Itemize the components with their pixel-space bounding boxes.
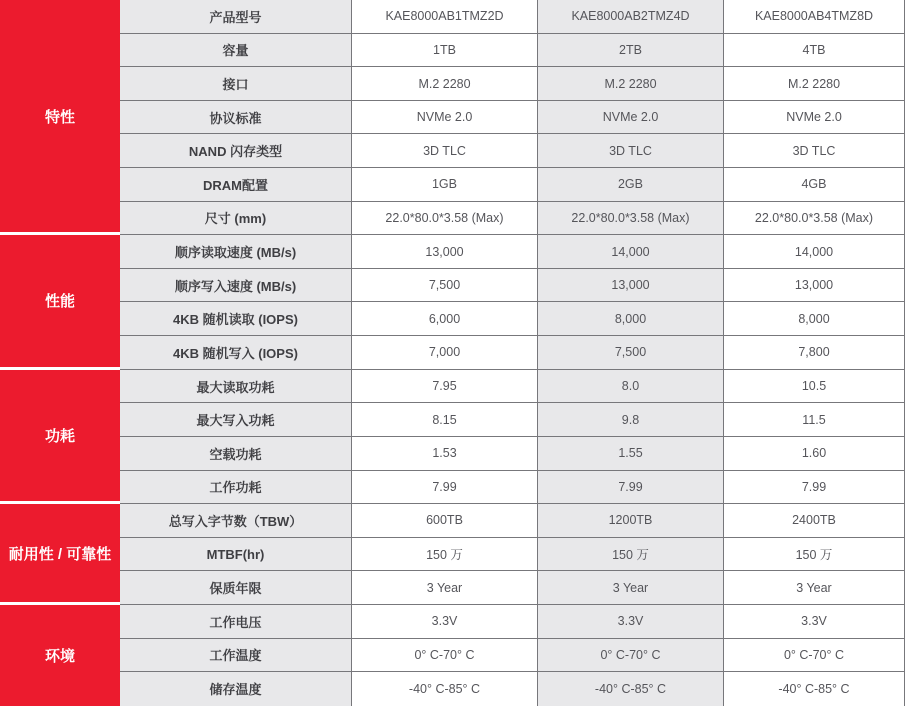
spec-value: 3 Year: [723, 571, 905, 605]
spec-value: 150 万: [537, 538, 723, 572]
spec-value: KAE8000AB1TMZ2D: [351, 0, 537, 34]
spec-value: KAE8000AB4TMZ8D: [723, 0, 905, 34]
spec-value: 11.5: [723, 403, 905, 437]
spec-value: 22.0*80.0*3.58 (Max): [351, 202, 537, 236]
spec-value: 4TB: [723, 34, 905, 68]
spec-value: 22.0*80.0*3.58 (Max): [537, 202, 723, 236]
spec-value: 2400TB: [723, 504, 905, 538]
spec-value: 0° C-70° C: [537, 639, 723, 673]
spec-value: 3D TLC: [537, 134, 723, 168]
spec-row-label: 工作温度: [120, 639, 351, 673]
spec-value: 4GB: [723, 168, 905, 202]
spec-value: NVMe 2.0: [537, 101, 723, 135]
spec-row-label: 最大写入功耗: [120, 403, 351, 437]
spec-row-label: 4KB 随机写入 (IOPS): [120, 336, 351, 370]
spec-value: 3D TLC: [723, 134, 905, 168]
spec-value: NVMe 2.0: [723, 101, 905, 135]
spec-value: 10.5: [723, 370, 905, 404]
spec-value: -40° C-85° C: [537, 672, 723, 706]
spec-value: 2TB: [537, 34, 723, 68]
spec-value: 1TB: [351, 34, 537, 68]
spec-row-label: 工作电压: [120, 605, 351, 639]
spec-value: 3 Year: [351, 571, 537, 605]
category-features: 特性: [0, 0, 120, 235]
spec-value: 1200TB: [537, 504, 723, 538]
spec-value: NVMe 2.0: [351, 101, 537, 135]
spec-row-label: 顺序读取速度 (MB/s): [120, 235, 351, 269]
spec-row-label: NAND 闪存类型: [120, 134, 351, 168]
spec-row-label: DRAM配置: [120, 168, 351, 202]
spec-value: 1.53: [351, 437, 537, 471]
spec-row-label: 储存温度: [120, 672, 351, 706]
spec-row-label: 工作功耗: [120, 471, 351, 505]
spec-value: 7,500: [351, 269, 537, 303]
spec-value: 3.3V: [723, 605, 905, 639]
spec-value: 7.99: [351, 471, 537, 505]
spec-value: 13,000: [723, 269, 905, 303]
spec-row-label: 顺序写入速度 (MB/s): [120, 269, 351, 303]
spec-value: -40° C-85° C: [351, 672, 537, 706]
spec-value: 1GB: [351, 168, 537, 202]
spec-value: 7,500: [537, 336, 723, 370]
spec-value: 2GB: [537, 168, 723, 202]
spec-value: 3.3V: [351, 605, 537, 639]
spec-value: 7.95: [351, 370, 537, 404]
category-environment: 环境: [0, 605, 120, 706]
spec-row-label: 4KB 随机读取 (IOPS): [120, 302, 351, 336]
spec-value: 0° C-70° C: [351, 639, 537, 673]
spec-value: 14,000: [537, 235, 723, 269]
spec-value: 8,000: [723, 302, 905, 336]
spec-value: 14,000: [723, 235, 905, 269]
spec-value: -40° C-85° C: [723, 672, 905, 706]
spec-value: M.2 2280: [723, 67, 905, 101]
spec-row-label: 协议标准: [120, 101, 351, 135]
spec-row-label: 容量: [120, 34, 351, 68]
spec-value: 9.8: [537, 403, 723, 437]
spec-value: 600TB: [351, 504, 537, 538]
spec-row-label: 产品型号: [120, 0, 351, 34]
spec-value: 8.0: [537, 370, 723, 404]
spec-value: 3D TLC: [351, 134, 537, 168]
spec-value: 7,800: [723, 336, 905, 370]
spec-value: 3.3V: [537, 605, 723, 639]
spec-row-label: MTBF(hr): [120, 538, 351, 572]
spec-value: M.2 2280: [537, 67, 723, 101]
spec-value: 13,000: [351, 235, 537, 269]
spec-value: 1.60: [723, 437, 905, 471]
spec-value: 8,000: [537, 302, 723, 336]
spec-value: M.2 2280: [351, 67, 537, 101]
spec-value: 3 Year: [537, 571, 723, 605]
spec-value: KAE8000AB2TMZ4D: [537, 0, 723, 34]
category-endurance-reliability: 耐用性 / 可靠性: [0, 504, 120, 605]
spec-value: 150 万: [351, 538, 537, 572]
spec-value: 6,000: [351, 302, 537, 336]
spec-value: 7,000: [351, 336, 537, 370]
category-power-consumption: 功耗: [0, 370, 120, 504]
spec-row-label: 最大读取功耗: [120, 370, 351, 404]
spec-row-label: 总写入字节数（TBW）: [120, 504, 351, 538]
spec-row-label: 尺寸 (mm): [120, 202, 351, 236]
spec-value: 1.55: [537, 437, 723, 471]
spec-value: 13,000: [537, 269, 723, 303]
spec-row-label: 空载功耗: [120, 437, 351, 471]
spec-row-label: 保质年限: [120, 571, 351, 605]
category-performance: 性能: [0, 235, 120, 369]
spec-value: 7.99: [537, 471, 723, 505]
spec-value: 7.99: [723, 471, 905, 505]
spec-value: 22.0*80.0*3.58 (Max): [723, 202, 905, 236]
spec-value: 0° C-70° C: [723, 639, 905, 673]
spec-value: 150 万: [723, 538, 905, 572]
spec-row-label: 接口: [120, 67, 351, 101]
spec-value: 8.15: [351, 403, 537, 437]
